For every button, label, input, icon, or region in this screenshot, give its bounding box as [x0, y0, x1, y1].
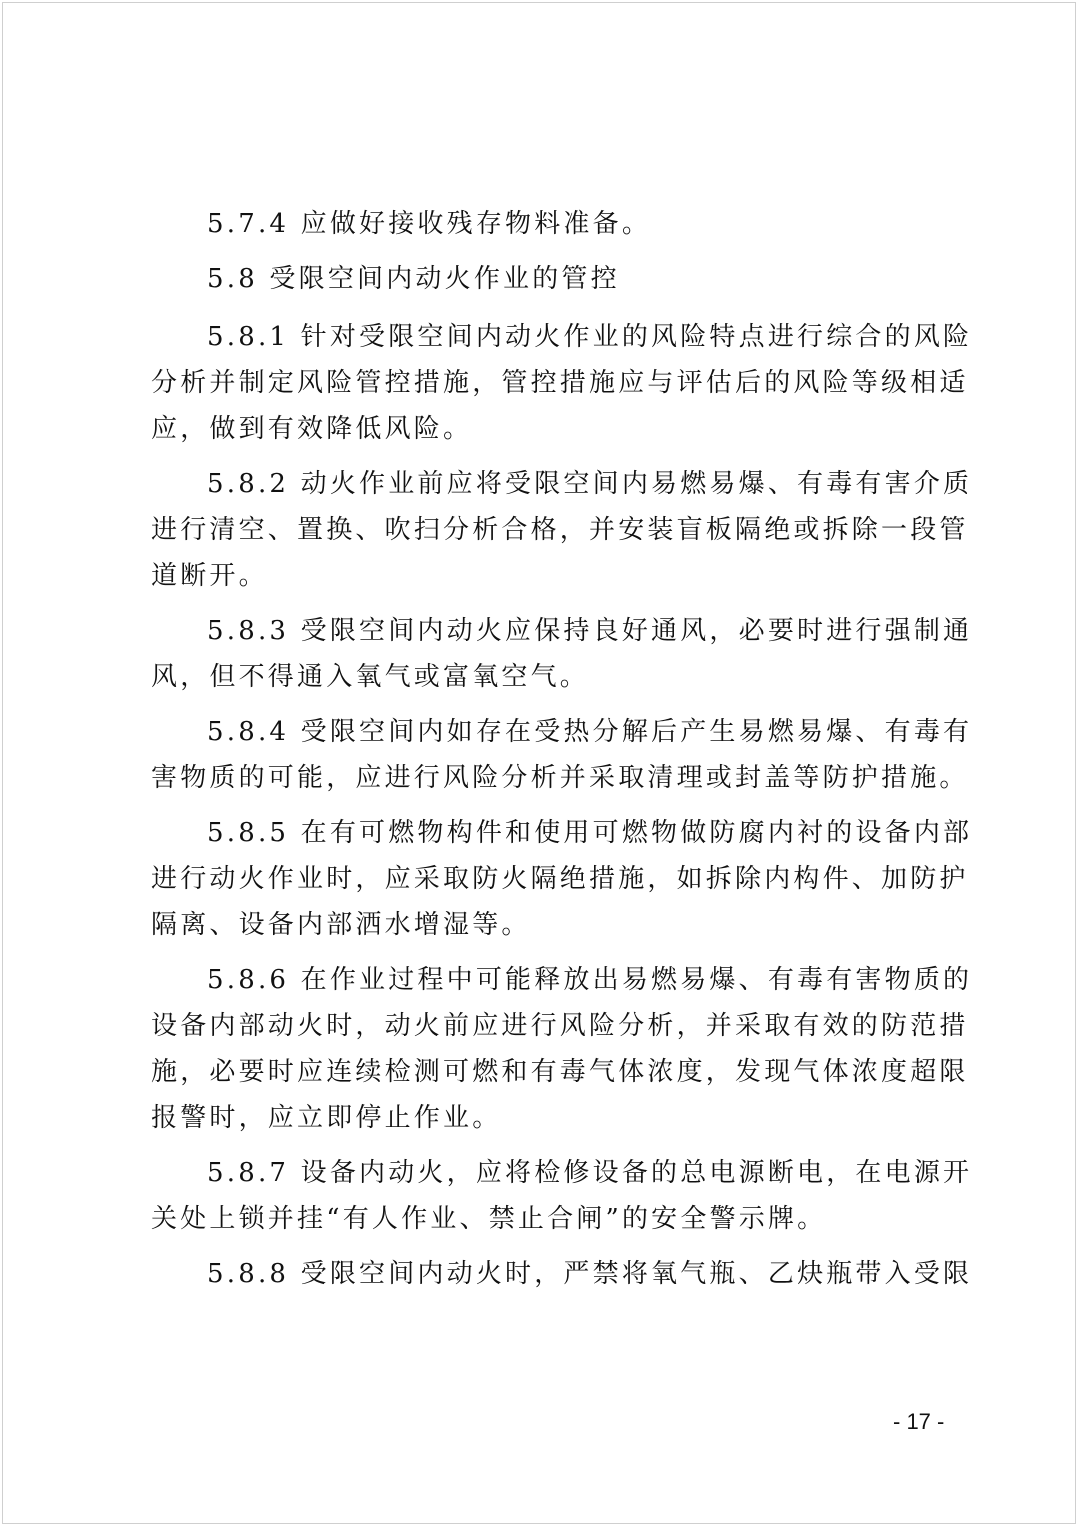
paragraph-5-7-4 — [151, 201, 947, 247]
text-line: 进行动火作业时，应采取防火隔绝措施，如拆除内构件、加防护 — [151, 864, 969, 894]
text-line: 应，做到有效降低风险。 — [151, 414, 473, 444]
text-line: 害物质的可能，应进行风险分析并采取清理或封盖等防护措施。 — [151, 763, 969, 793]
paragraph-5-8-7 — [151, 1150, 973, 1242]
text-line: 道断开。 — [151, 561, 268, 591]
paragraph-5-8-2 — [151, 461, 973, 599]
text-line: 5.8.7 设备内动火，应将检修设备的总电源断电，在电源开 — [207, 1158, 973, 1188]
text-line: 关处上锁并挂“有人作业、禁止合闸”的安全警示牌。 — [151, 1204, 827, 1234]
text-line: 5.8.2 动火作业前应将受限空间内易燃易爆、有毒有害介质 — [207, 469, 973, 499]
text-line: 5.7.4 应做好接收残存物料准备。 — [207, 209, 652, 239]
text-line: 分析并制定风险管控措施，管控措施应与评估后的风险等级相适 — [151, 368, 969, 398]
text-line: 风，但不得通入氧气或富氧空气。 — [151, 662, 590, 692]
text-line: 设备内部动火时，动火前应进行风险分析，并采取有效的防范措 — [151, 1011, 969, 1041]
text-line: 隔离、设备内部洒水增湿等。 — [151, 910, 531, 940]
text-line: 报警时，应立即停止作业。 — [151, 1103, 502, 1133]
page-number: - 17 - — [893, 1409, 945, 1434]
paragraph-5-8-3 — [151, 608, 973, 700]
text-line: 5.8 受限空间内动火作业的管控 — [207, 264, 620, 294]
paragraph-5-8-8 — [151, 1251, 973, 1297]
text-line: 5.8.4 受限空间内如存在受热分解后产生易燃易爆、有毒有 — [207, 717, 973, 747]
text-line: 5.8.8 受限空间内动火时，严禁将氧气瓶、乙炔瓶带入受限 — [207, 1259, 973, 1289]
paragraph-5-8-5 — [151, 810, 973, 948]
paragraph-5-8-6 — [151, 957, 973, 1141]
text-line: 进行清空、置换、吹扫分析合格，并安装盲板隔绝或拆除一段管 — [151, 515, 969, 545]
document-page — [2, 2, 1076, 1524]
section-heading-5-8 — [151, 256, 947, 302]
text-line: 5.8.6 在作业过程中可能释放出易燃易爆、有毒有害物质的 — [207, 965, 973, 995]
paragraph-5-8-1 — [151, 314, 973, 452]
text-line: 施，必要时应连续检测可燃和有毒气体浓度，发现气体浓度超限 — [151, 1057, 969, 1087]
paragraph-5-8-4 — [151, 709, 973, 801]
text-line: 5.8.1 针对受限空间内动火作业的风险特点进行综合的风险 — [207, 322, 973, 352]
text-line: 5.8.3 受限空间内动火应保持良好通风，必要时进行强制通 — [207, 616, 973, 646]
document-body — [151, 201, 973, 1306]
text-line: 5.8.5 在有可燃物构件和使用可燃物做防腐内衬的设备内部 — [207, 818, 973, 848]
